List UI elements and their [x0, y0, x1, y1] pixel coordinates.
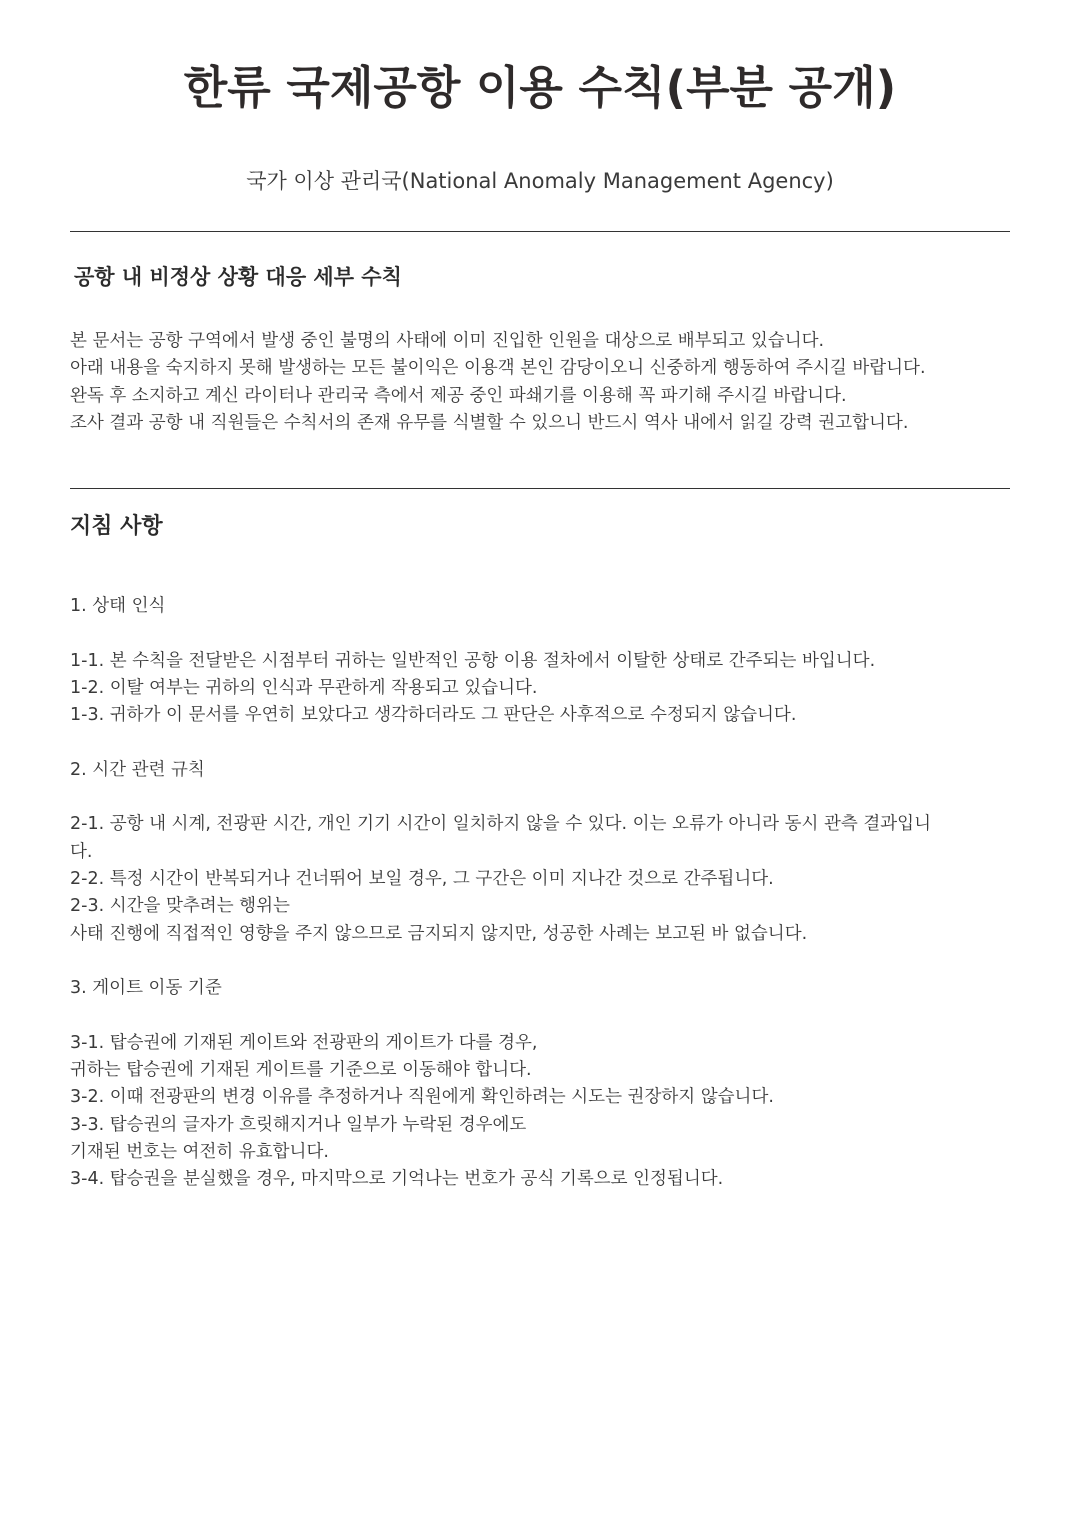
rule-item: 1-2. 이탈 여부는 귀하의 인식과 무관하게 작용되고 있습니다. — [70, 677, 538, 698]
rule-item-continuation: 다. — [70, 841, 93, 862]
rule-item: 3-4. 탑승권을 분실했을 경우, 마지막으로 기억나는 번호가 공식 기록으로 인정됩니다. — [70, 1169, 724, 1190]
divider-top — [70, 231, 1010, 232]
spacer — [70, 1002, 1015, 1029]
rule-item: 3-1. 탑승권에 기재된 게이트와 전광판의 게이트가 다를 경우, — [70, 1032, 538, 1053]
issuer-subtitle: 국가 이상 관리국(National Anomaly Management Agency) — [246, 169, 834, 193]
rule-group-title: 3. 게이트 이동 기준 — [70, 978, 222, 999]
intro-line: 아래 내용을 숙지하지 못해 발생하는 모든 불이익은 이용객 본인 감당이오니 신중하게 행동하여 주시길 바랍니다. — [70, 358, 926, 379]
rule-item: 2-2. 특정 시간이 반복되거나 건너뛰어 보일 경우, 그 구간은 이미 지나간 것으로 간주됩니다. — [70, 868, 774, 889]
rule-item: 3-3. 탑승권의 글자가 흐릿해지거나 일부가 누락된 경우에도 — [70, 1114, 527, 1135]
intro-line: 조사 결과 공항 내 직원들은 수칙서의 존재 유무를 식별할 수 있으니 반드시 역사 내에서 읽길 강력 권고합니다. — [70, 412, 909, 433]
rule-item: 1-1. 본 수칙을 전달받은 시점부터 귀하는 일반적인 공항 이용 절차에서 이탈한 상태로 간주되는 바입니다. — [70, 650, 876, 671]
rule-item-continuation: 사태 진행에 직접적인 영향을 주지 않으므로 금지되지 않지만, 성공한 사례는 보고된 바 없습니다. — [70, 923, 808, 944]
rule-item-continuation: 귀하는 탑승권에 기재된 게이트를 기준으로 이동해야 합니다. — [70, 1060, 532, 1081]
divider-middle — [70, 488, 1010, 489]
rule-item: 1-3. 귀하가 이 문서를 우연히 보았다고 생각하더라도 그 판단은 사후적으로 수정되지 않습니다. — [70, 705, 797, 726]
spacer — [70, 948, 1015, 975]
rule-item-continuation: 기재된 번호는 여전히 유효합니다. — [70, 1141, 329, 1162]
guidelines-body — [70, 593, 1015, 1194]
spacer — [70, 784, 1015, 811]
rule-group-title: 2. 시간 관련 규칙 — [70, 759, 205, 780]
emergency-section-heading: 공항 내 비정상 상황 대응 세부 수칙 — [74, 265, 402, 289]
intro-paragraph — [70, 328, 1015, 437]
spacer — [70, 620, 1015, 647]
rule-item: 2-1. 공항 내 시계, 전광판 시간, 개인 기기 시간이 일치하지 않을 수 있다. 이는 오류가 아니라 동시 관측 결과입니 — [70, 814, 931, 835]
intro-line: 완독 후 소지하고 계신 라이터나 관리국 측에서 제공 중인 파쇄기를 이용해 꼭 파기해 주시길 바랍니다. — [70, 385, 847, 406]
guidelines-section-heading: 지침 사항 — [70, 514, 163, 539]
intro-line: 본 문서는 공항 구역에서 발생 중인 불명의 사태에 이미 진입한 인원을 대상으로 배부되고 있습니다. — [70, 331, 825, 351]
rule-item: 2-3. 시간을 맞추려는 행위는 — [70, 896, 290, 917]
rule-group-title: 1. 상태 인식 — [70, 596, 166, 616]
rule-item: 3-2. 이때 전광판의 변경 이유를 추정하거나 직원에게 확인하려는 시도는 권장하지 않습니다. — [70, 1087, 774, 1108]
spacer — [70, 729, 1015, 756]
document-title: 한류 국제공항 이용 수칙(부분 공개) — [183, 61, 897, 114]
